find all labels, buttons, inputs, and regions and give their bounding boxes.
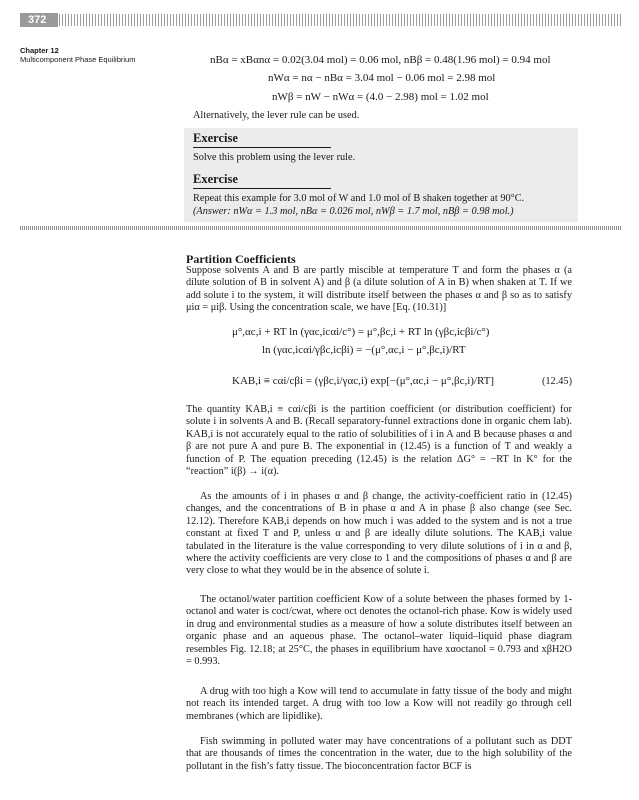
paragraph-2 <box>186 404 572 478</box>
exercise-1-heading: Exercise <box>193 131 238 145</box>
exercise-2-text-1: Repeat this example for 3.0 mol of W and 1.0 mol of B shaken together at 90°C. <box>193 193 525 204</box>
section-heading: Partition Coefficients <box>186 252 296 266</box>
exercise-1-rule <box>193 147 331 148</box>
equation-log-ratio: ln (γαc,icαi/γβc,icβi) = −(μ°,αc,i − μ°,βc,i)/RT <box>262 344 466 356</box>
header-band <box>20 14 622 26</box>
equation-chem-potential: μ°,αc,i + RT ln (γαc,icαi/c°) = μ°,βc,i + RT ln (γβc,icβi/c°) <box>232 326 490 338</box>
chapter-title: Multicomponent Phase Equilibrium <box>20 55 136 64</box>
equation-line-2: nWα = nα − nBα = 3.04 mol − 0.06 mol = 2.98 mol <box>268 72 496 84</box>
section-separator <box>20 226 622 230</box>
equation-partition-coefficient: KAB,i ≡ cαi/cβi = (γβc,i/γαc,i) exp[−(μ°,αc,i − μ°,βc,i)/RT] <box>232 375 495 387</box>
paragraph-6 <box>186 736 572 773</box>
equation-line-3: nWβ = nW − nWα = (4.0 − 2.98) mol = 1.02 mol <box>272 91 489 103</box>
paragraph-6-text: Fish swimming in polluted water may have concentrations of a pollutant such as DDT that are thousands of times the concentration in the water, due to the high solubility of the pollutant in the fish’s fatty tissue. The bioconcentration factor BCF is <box>186 736 572 772</box>
paragraph-4-text: The octanol/water partition coefficient Kow of a solute between the phases formed by 1-octanol and water is coct/cwat, where oct denotes the octanol-rich phase. Kow is widely used in drug and environmental studies as a measure of how a solute distributes itself between an organic phase and an aqueous phase. The octanol–water liquid–liquid phase diagram resembles Fig. 12.18; at 25°C, the phases in equilibrium have xαoctanol = 0.793 and xβH2O = 0.993. <box>186 594 572 668</box>
paragraph-3 <box>186 491 572 578</box>
exercise-2-answer: (Answer: nWα = 1.3 mol, nBα = 0.026 mol, nWβ = 1.7 mol, nBβ = 0.98 mol.) <box>193 206 514 217</box>
paragraph-2-text: The quantity KAB,i ≡ cαi/cβi is the partition coefficient (or distribution coefficient) for solute i in solvents A and B. (Recall separatory-funnel extractions done in organic chem lab). KAB,i is not accurately equal to the ratio of solubilities of i in A and B because phases α and β are not pure A and pure B. The exponential in (12.45) is a function of T and weakly a function of P. The equation preceding (12.45) is the relation ΔG° = −RT ln K° for the “reaction” i(β) → i(α). <box>186 404 572 478</box>
exercise-2-heading: Exercise <box>193 172 238 186</box>
paragraph-4 <box>186 594 572 668</box>
running-head <box>20 46 180 64</box>
equation-number: (12.45) <box>541 376 572 387</box>
paragraph-5 <box>186 686 572 723</box>
paragraph-3-text: As the amounts of i in phases α and β change, the activity-coefficient ratio in (12.45) changes, and the concentrations of B in phase α and A in phase β also change (see Sec. 12.12). Therefore KAB,i depends on how much i was added to the system and is not a true constant at fixed T and P, unless α and β are ideally dilute solutions. The KAB,i value tabulated in the literature is the value corresponding to very dilute solutions of i in α and β, where the activity coefficients are very close to 1 and the compositions of phases α and β are very close to what they would be in the absence of solute i. <box>186 491 572 577</box>
paragraph-5-text: A drug with too high a Kow will tend to accumulate in fatty tissue of the body and might not reach its intended target. A drug with too low a Kow will not readily go through cell membranes (which are lipidlike). <box>186 686 572 722</box>
alternative-note: Alternatively, the lever rule can be used. <box>193 110 360 121</box>
page-number: 372 <box>20 13 58 27</box>
paragraph-1-text: Suppose solvents A and B are partly miscible at temperature T and form the phases α (a dilute solution of B in solvent A) and β (a dilute solution of A in B) when shaken at T. If we add solute i to the system, it will distribute itself between the phases α and β so as to satisfy μiα = μiβ. Using the concentration scale, we have [Eq. (10.31)] <box>186 265 572 314</box>
chapter-label: Chapter 12 <box>20 46 59 55</box>
exercise-2-rule <box>193 188 331 189</box>
exercise-1-text: Solve this problem using the lever rule. <box>193 152 356 163</box>
paragraph-1 <box>186 265 572 315</box>
equation-line-1: nBα = xBαnα = 0.02(3.04 mol) = 0.06 mol, nBβ = 0.48(1.96 mol) = 0.94 mol <box>210 54 551 66</box>
